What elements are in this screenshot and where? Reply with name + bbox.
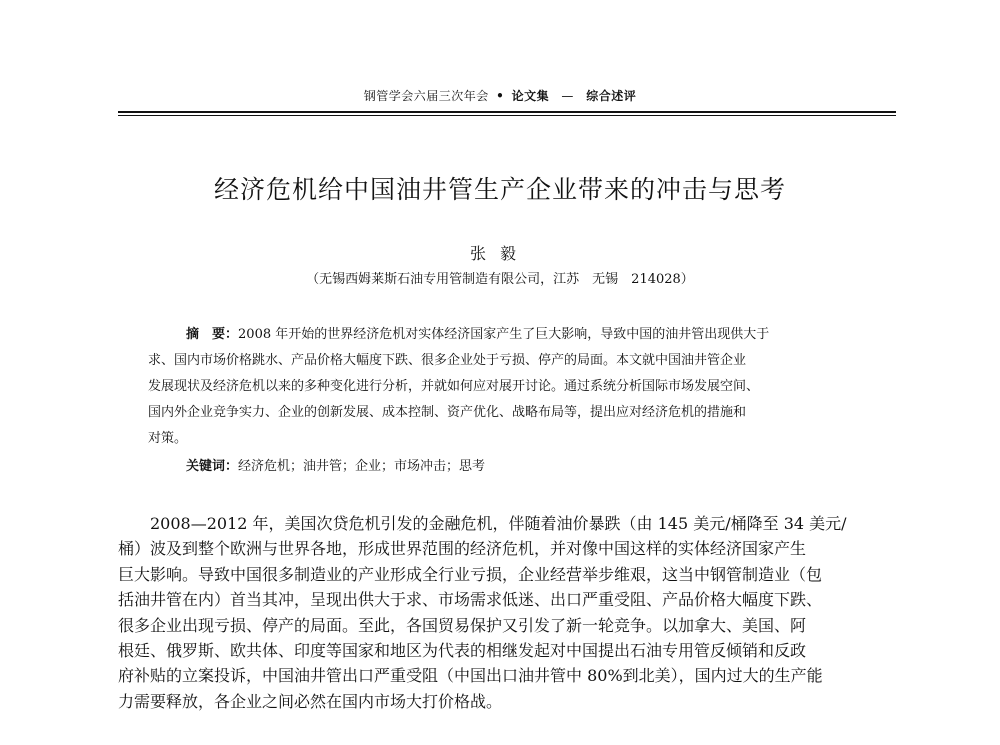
collection-name: 论文集 (511, 89, 550, 103)
abstract-line: 对策。 (148, 431, 188, 446)
abstract-line-text: 2008 年开始的世界经济危机对实体经济国家产生了巨大影响，导致中国的油井管出现供大于 (238, 327, 770, 342)
header-rule-thin (118, 115, 896, 116)
keywords-label: 关键词： (186, 459, 239, 474)
abstract (148, 322, 862, 452)
body-line: 巨大影响。导致中国很多制造业的产业形成全行业亏损，企业经营举步维艰，这当中钢管制造业（包 (118, 564, 823, 584)
abstract-label-char: 要： (212, 327, 239, 342)
keywords (186, 457, 485, 477)
section-name: 综合述评 (586, 89, 637, 103)
abstract-line: 求、国内市场价格跳水、产品价格大幅度下跌、很多企业处于亏损、停产的局面。本文就中国油井管企业 (148, 353, 747, 368)
paper-title: 经济危机给中国油井管生产企业带来的冲击与思考 (213, 175, 786, 204)
body-line: 府补贴的立案投诉，中国油井管出口严重受阻（中国出口油井管中 80%到北美），国内过大的生产能 (118, 666, 823, 686)
header-bullet: • (496, 89, 505, 103)
abstract-line (148, 322, 862, 348)
body-line: 桶）波及到整个欧洲与世界各地，形成世界范围的经济危机，并对像中国这样的实体经济国家产生 (118, 539, 807, 559)
abstract-label-char: 摘 (186, 327, 200, 342)
conference-series: 钢管学会六届三次年会 (363, 89, 489, 103)
body-line: 括油井管在内）首当其冲，呈现出供大于求、市场需求低迷、出口严重受阻、产品价格大幅度下跌、 (118, 590, 823, 610)
keywords-text: 经济危机；油井管；企业；市场冲击；思考 (238, 459, 486, 474)
body-line: 根廷、俄罗斯、欧共体、印度等国家和地区为代表的相继发起对中国提出石油专用管反倾销和反政 (118, 641, 807, 661)
abstract-line: 国内外企业竞争实力、企业的创新发展、成本控制、资产优化、战略布局等，提出应对经济危机的措施和 (148, 405, 747, 420)
author-name: 张毅 (469, 244, 530, 263)
body-line: 力需要释放，各企业之间必然在国内市场大打价格战。 (118, 691, 503, 711)
header-rule-thick (118, 111, 896, 113)
body-line: 2008—2012 年，美国次贷危机引发的金融危机，伴随着油价暴跌（由 145 美元/桶降至 34 美元/ (150, 514, 847, 533)
body-line: 很多企业出现亏损、停产的局面。至此，各国贸易保护又引发了新一轮竞争。以加拿大、美国、阿 (118, 615, 807, 635)
abstract-label (186, 327, 238, 342)
running-header (0, 88, 1000, 104)
header-dash: — (561, 89, 574, 103)
body-paragraph (118, 511, 898, 714)
abstract-line: 发展现状及经济危机以来的多种变化进行分析，并就如何应对展开讨论。通过系统分析国际市场发展空间、 (148, 379, 760, 394)
author-affiliation: （无锡西姆莱斯石油专用管制造有限公司，江苏 无锡 214028） (306, 272, 694, 287)
